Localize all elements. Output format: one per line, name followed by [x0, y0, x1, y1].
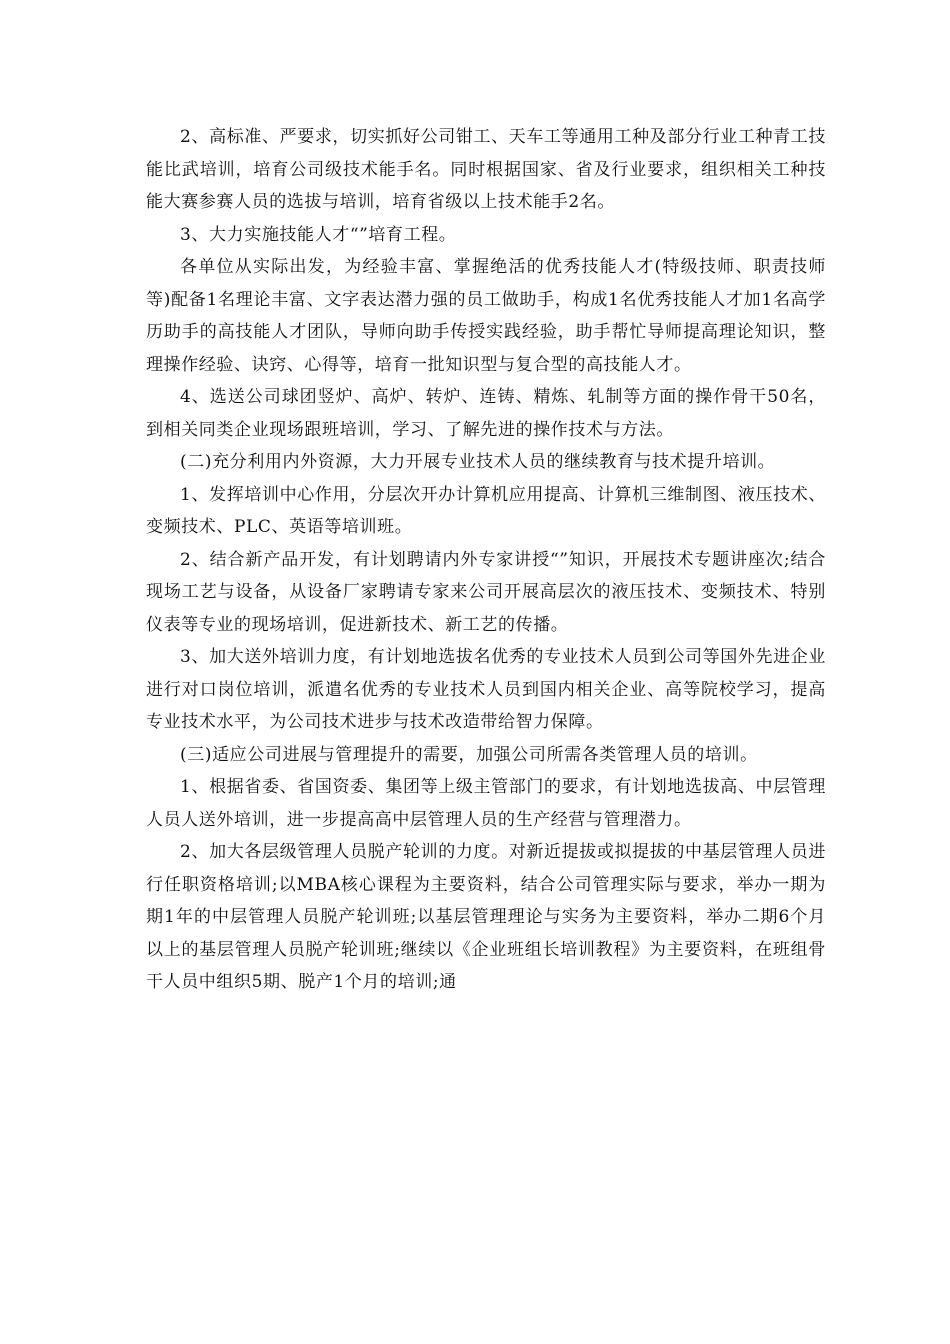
paragraph-mentor-team: 各单位从实际出发，为经验丰富、掌握绝活的优秀技能人才(特级技师、职责技师等)配备1名理论丰富、文字表达潜力强的员工做助手，构成1名优秀技能人才加1名高学历助手的高技能人才团队，导师向助手传授实践经验，助手帮忙导师提高理论知识，整理操作经验、诀窍、心得等，培育一批知识型与复合型的高技能人才。: [146, 257, 826, 375]
paragraph-section-three-heading: (三)适应公司进展与管理提升的需要，加强公司所需各类管理人员的培训。: [180, 744, 758, 765]
paragraph-external-training: 3、加大送外培训力度，有计划地选拔名优秀的专业技术人员到公司等国外先进企业进行对口岗位培训，派遣名优秀的专业技术人员到国内相关企业、高等院校学习，提高专业技术水平，为公司技术进步与技术改造带给智力保障。: [146, 647, 826, 732]
paragraph-talent-project: 3、大力实施技能人才“”培育工程。: [180, 224, 457, 245]
paragraph-section-two-heading: (二)充分利用内外资源，大力开展专业技术人员的继续教育与技术提升培训。: [180, 452, 776, 472]
paragraph-skill-competition: 2、高标准、严要求，切实抓好公司钳工、天车工等通用工种及部分行业工种青工技能比武培训，培育公司级技术能手名。同时根据国家、省及行业要求，组织相关工种技能大赛参赛人员的选拔与培训，培育省级以上技术能手2名。: [146, 127, 826, 212]
paragraph-expert-lectures: 2、结合新产品开发，有计划聘请内外专家讲授“”知识，开展技术专题讲座次;结合现场工艺与设备，从设备厂家聘请专家来公司开展高层次的液压技术、变频技术、特别仪表等专业的现场培训，促进新技术、新工艺的传播。: [146, 549, 826, 635]
paragraph-senior-managers: 1、根据省委、省国资委、集团等上级主管部门的要求，有计划地选拔高、中层管理人员人送外培训，进一步提高高中层管理人员的生产经营与管理潜力。: [146, 777, 826, 830]
paragraph-training-center: 1、发挥培训中心作用，分层次开办计算机应用提高、计算机三维制图、液压技术、变频技术、PLC、英语等培训班。: [146, 484, 826, 537]
document-body: [146, 121, 826, 999]
paragraph-manager-rotation: 2、加大各层级管理人员脱产轮训的力度。对新近提拔或拟提拔的中基层管理人员进行任职资格培训;以MBA核心课程为主要资料，结合公司管理实际与要求，举办一期为期1年的中层管理人员脱产轮训班;以基层管理理论与实务为主要资料，举办二期6个月以上的基层管理人员脱产轮训班;继续以《企业班组长培训教程》为主要资料，在班组骨干人员中组织5期、脱产1个月的培训;通: [146, 842, 826, 992]
paragraph-operator-training: 4、选送公司球团竖炉、高炉、转炉、连铸、精炼、轧制等方面的操作骨干50名，到相关同类企业现场跟班培训，学习、了解先进的操作技术与方法。: [146, 387, 826, 440]
